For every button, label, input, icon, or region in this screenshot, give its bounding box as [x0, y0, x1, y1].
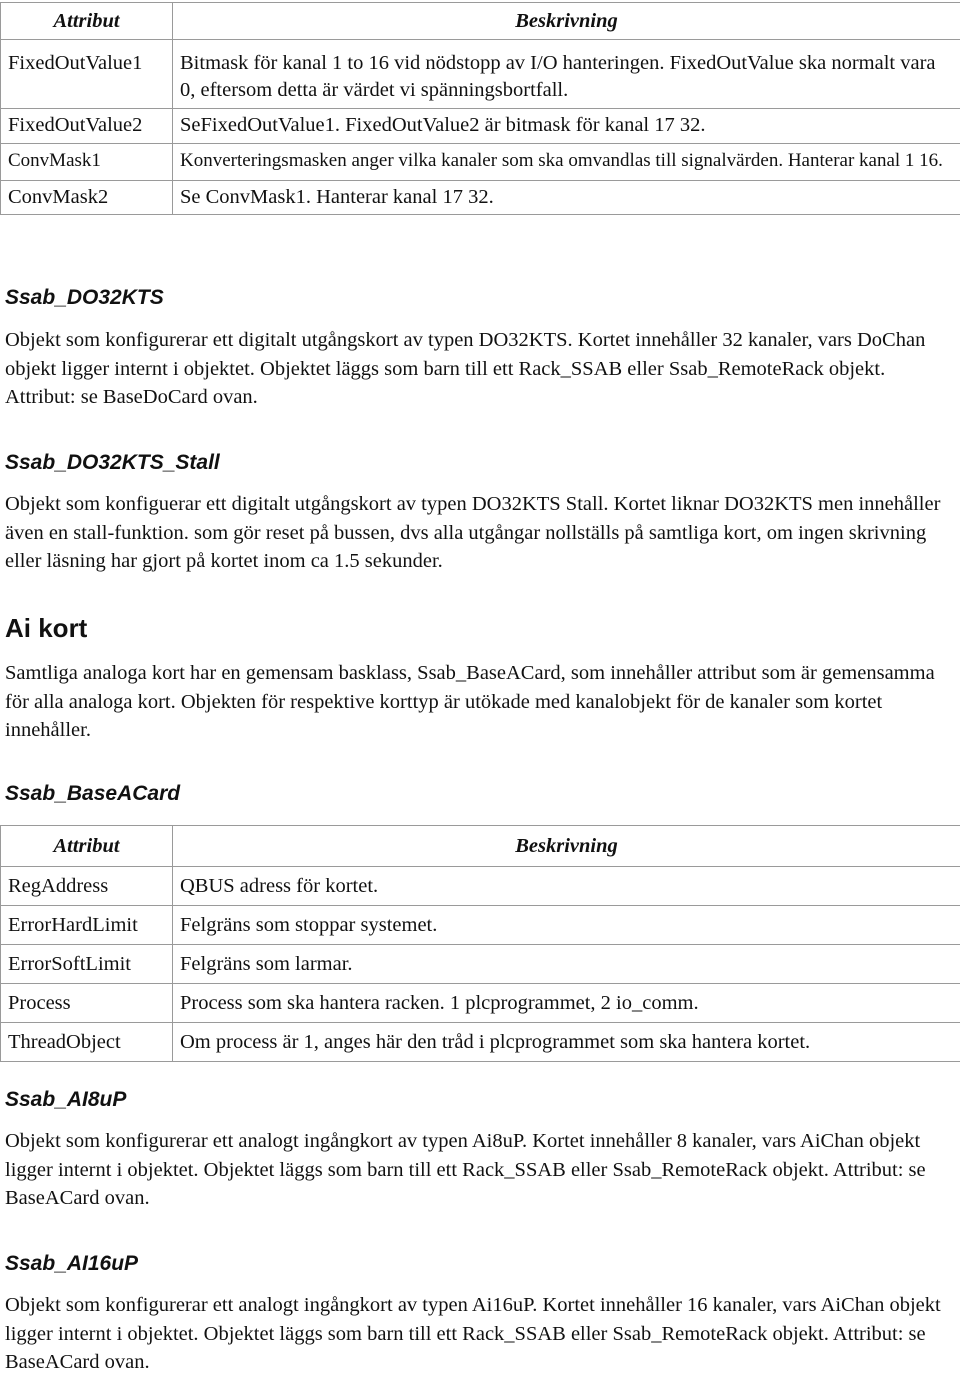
attribute-cell: ConvMask2 — [1, 181, 173, 215]
attribute-cell: ConvMask1 — [1, 144, 173, 181]
section-heading-ai-kort: Ai kort — [5, 613, 88, 643]
section-text-ai8up: Objekt som konfigurerar ett analogt ingångkort av typen Ai8uP. Kortet innehåller 8 kanaler, vars AiChan objekt ligger internt i objektet. Objektet läggs som barn till ett Rack_SSAB eller Ssab_RemoteRack objekt. Attribut: se BaseACard ovan. — [5, 1130, 926, 1209]
table-header-row — [1, 826, 960, 867]
attribute-table-base-acard — [0, 825, 960, 1062]
attribute-cell: ErrorSoftLimit — [1, 945, 173, 984]
description-cell: Bitmask för kanal 1 to 16 vid nödstopp av I/O hanteringen. FixedOutValue ska normalt vara 0, eftersom detta är värdet vi spänningsbortfall. — [173, 40, 960, 109]
table-row — [1, 984, 960, 1023]
table-row — [1, 109, 960, 144]
description-cell: Se ConvMask1. Hanterar kanal 17 32. — [173, 181, 960, 215]
section-text-ai16up: Objekt som konfigurerar ett analogt ingångkort av typen Ai16uP. Kortet innehåller 16 kanaler, vars AiChan objekt ligger internt i objektet. Objektet läggs som barn till ett Rack_SSAB eller Ssab_RemoteRack objekt. Attribut: se BaseACard ovan. — [5, 1294, 941, 1373]
description-cell: Om process är 1, anges här den tråd i plcprogrammet som ska hantera kortet. — [173, 1023, 960, 1062]
attribute-cell: Process — [1, 984, 173, 1023]
attribute-table-do — [0, 2, 960, 215]
section-text-do32kts-stall: Objekt som konfiguerar ett digitalt utgångskort av typen DO32KTS Stall. Kortet liknar DO32KTS men innehåller även en stall-funktion. som gör reset på bussen, dvs alla utgångar nollställs på samtliga kort, om ingen skrivning eller läsning har gjort på kortet inom ca 1.5 sekunder. — [5, 493, 941, 572]
section-text-do32kts: Objekt som konfigurerar ett digitalt utgångskort av typen DO32KTS. Kortet innehåller 32 kanaler, vars DoChan objekt ligger internt i objektet. Objektet läggs som barn till ett Rack_SSAB eller Ssab_RemoteRack objekt. Attribut: se BaseDoCard ovan. — [5, 329, 926, 408]
table-row — [1, 867, 960, 906]
attribute-cell: RegAddress — [1, 867, 173, 906]
column-header-description: Beskrivning — [173, 3, 960, 40]
section-heading-do32kts: Ssab_DO32KTS — [5, 286, 164, 309]
description-cell: Felgräns som stoppar systemet. — [173, 906, 960, 945]
attribute-cell: ErrorHardLimit — [1, 906, 173, 945]
column-header-attribute: Attribut — [1, 3, 173, 40]
attribute-cell: ThreadObject — [1, 1023, 173, 1062]
table-row — [1, 1023, 960, 1062]
table-row — [1, 144, 960, 181]
table-row — [1, 181, 960, 215]
section-heading-base-acard: Ssab_BaseACard — [5, 782, 181, 805]
table-header-row — [1, 3, 960, 40]
section-heading-do32kts-stall: Ssab_DO32KTS_Stall — [5, 451, 220, 474]
description-cell: Felgräns som larmar. — [173, 945, 960, 984]
column-header-description: Beskrivning — [173, 826, 960, 867]
table-row — [1, 906, 960, 945]
section-heading-ai8up: Ssab_AI8uP — [5, 1088, 127, 1111]
section-heading-ai16up: Ssab_AI16uP — [5, 1252, 139, 1275]
description-cell: SeFixedOutValue1. FixedOutValue2 är bitmask för kanal 17 32. — [173, 109, 960, 144]
attribute-cell: FixedOutValue2 — [1, 109, 173, 144]
column-header-attribute: Attribut — [1, 826, 173, 867]
attribute-cell: FixedOutValue1 — [1, 40, 173, 109]
description-cell: Konverteringsmasken anger vilka kanaler som ska omvandlas till signalvärden. Hanterar kanal 1 16. — [173, 144, 960, 181]
table-row — [1, 945, 960, 984]
section-text-ai-kort: Samtliga analoga kort har en gemensam basklass, Ssab_BaseACard, som innehåller attribut som är gemensamma för alla analoga kort. Objekten för respektive korttyp är utökade med kanalobjekt för de kanaler som kortet innehåller. — [5, 662, 935, 741]
description-cell: QBUS adress för kortet. — [173, 867, 960, 906]
description-cell: Process som ska hantera racken. 1 plcprogrammet, 2 io_comm. — [173, 984, 960, 1023]
table-row — [1, 40, 960, 109]
